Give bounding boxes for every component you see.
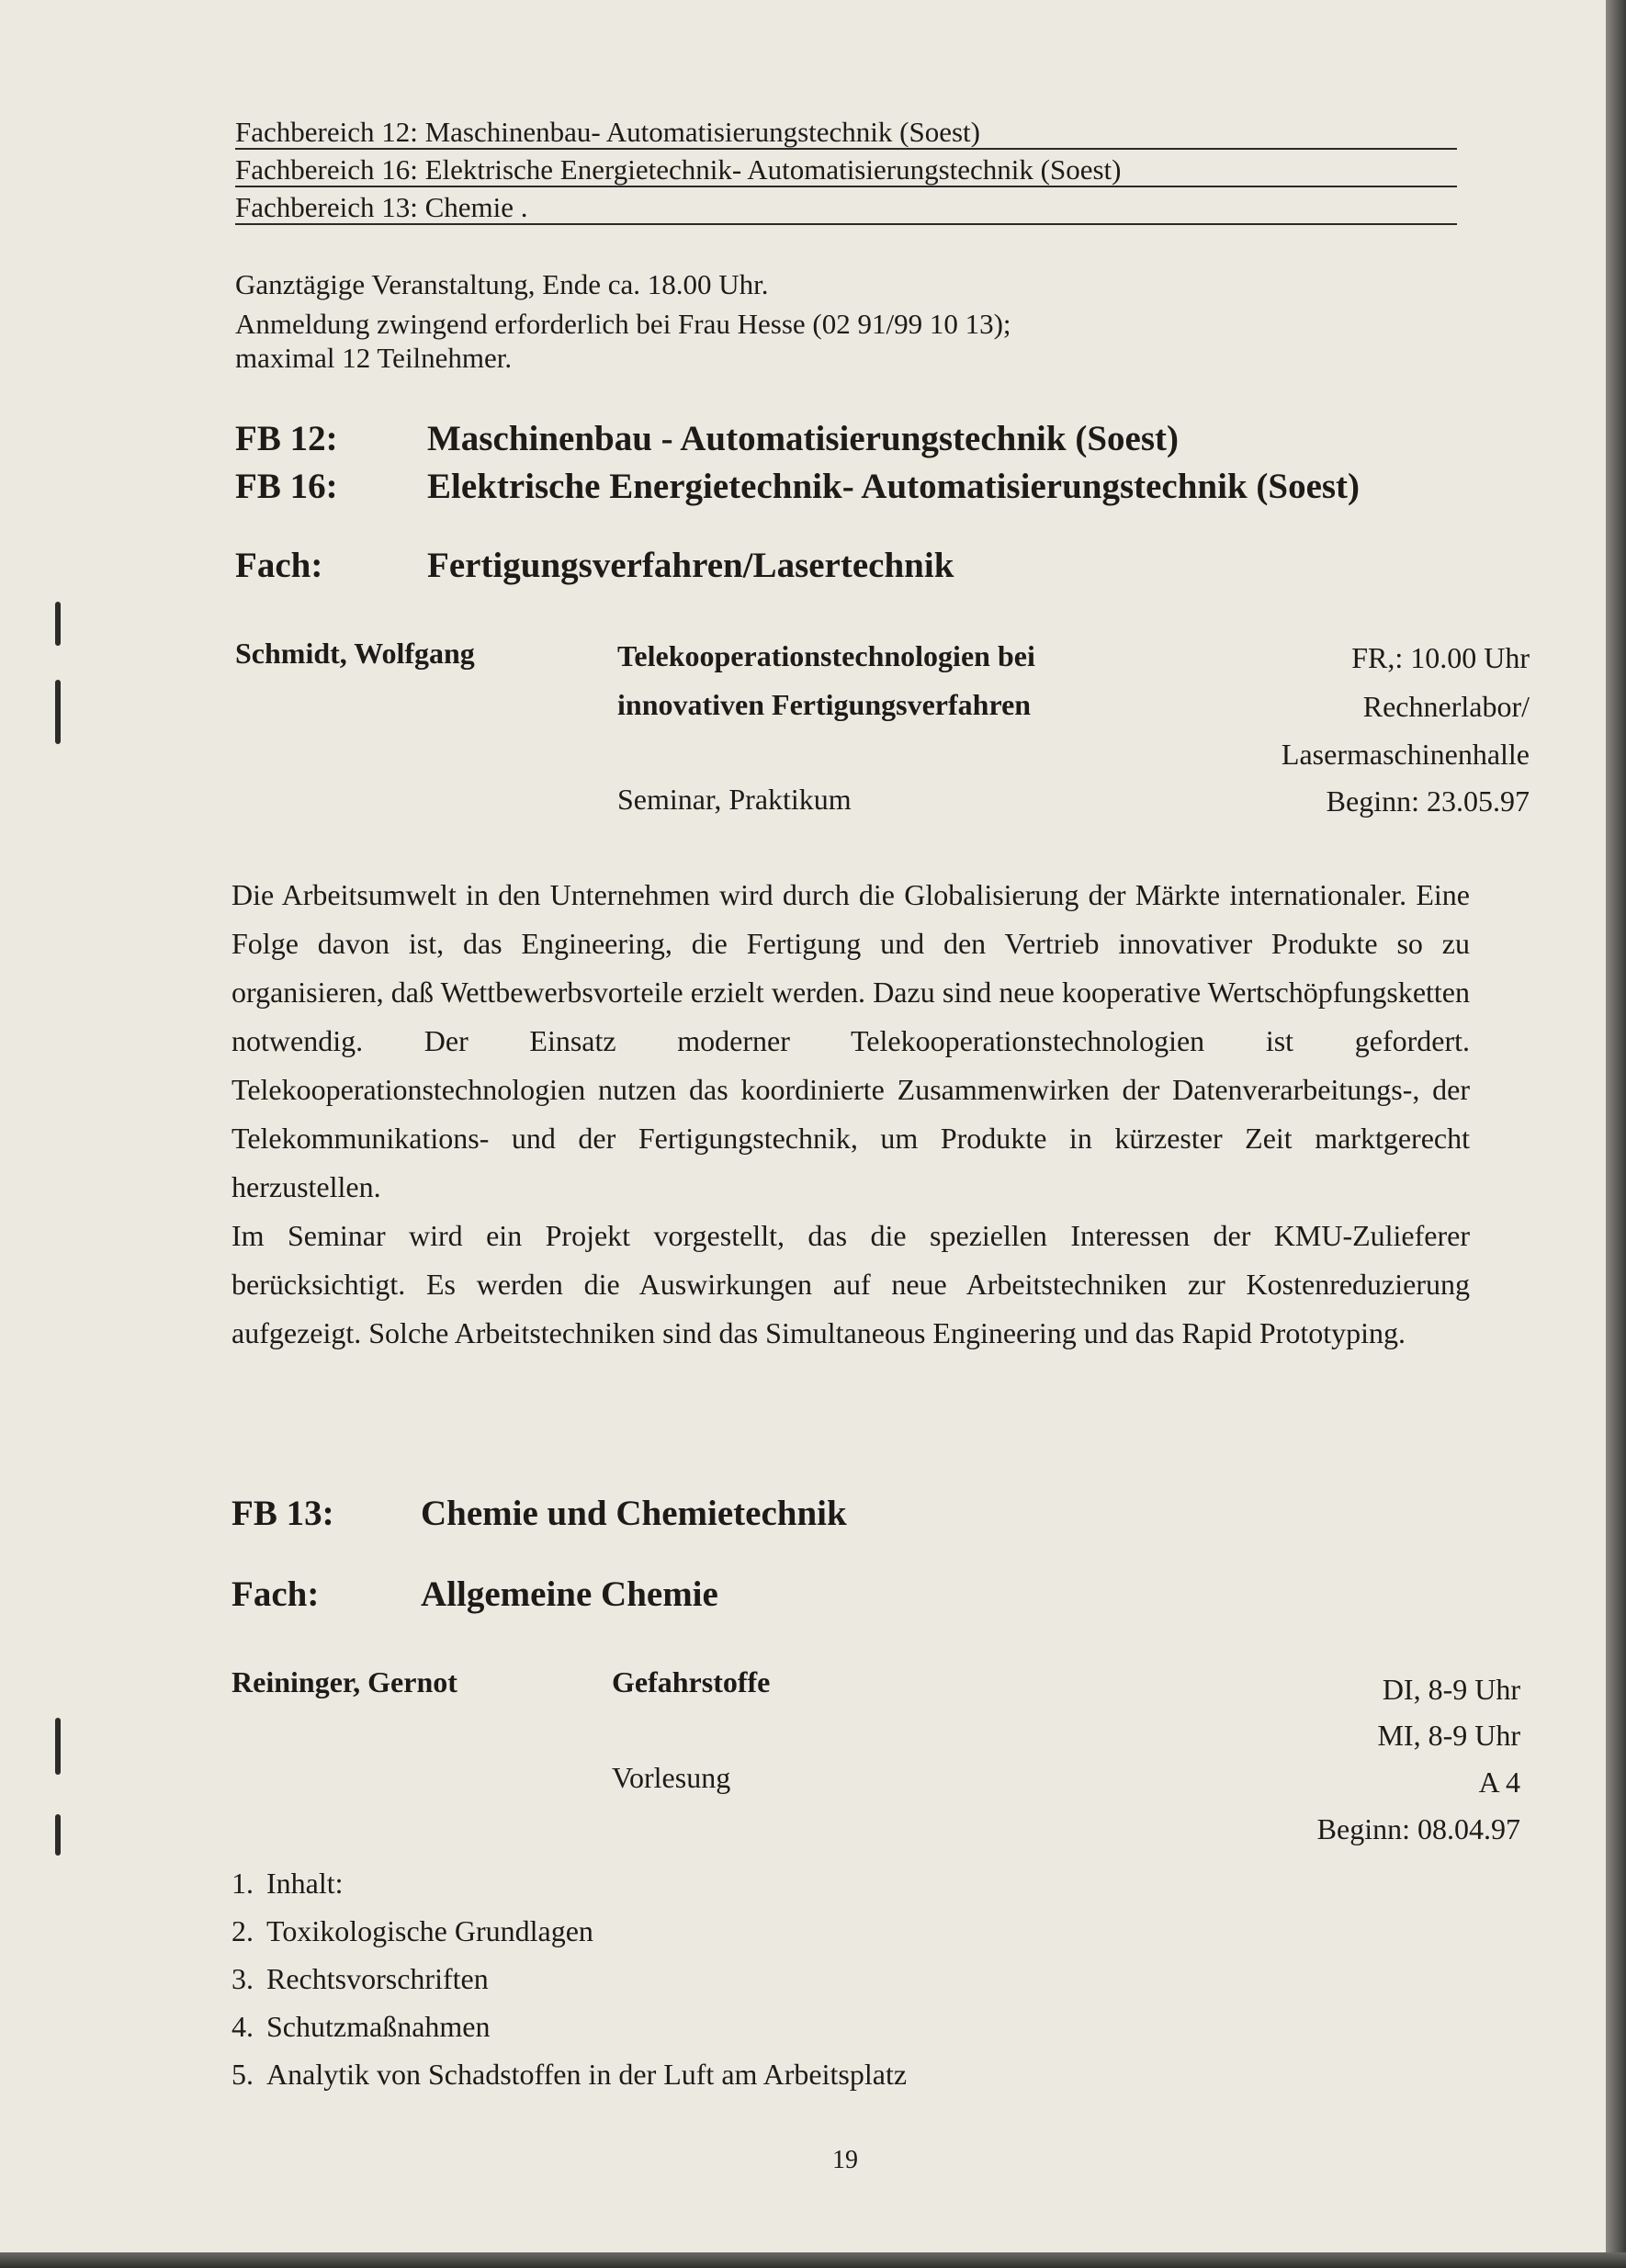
intro-line-2: Anmeldung zwingend erforderlich bei Frau Hesse (02 91/99 10 13); [235,308,1011,340]
lecturer-1: Schmidt, Wolfgang [235,637,475,670]
lecturer-2: Reininger, Gernot [231,1665,457,1698]
list-item: 2. Toxikologische Grundlagen [231,1914,593,1947]
topic-list [231,1859,1426,2098]
page-bottom-shadow [0,2252,1626,2268]
fb13-code: FB 13: [231,1494,334,1533]
course-time-1: FR,: 10.00 Uhr [1351,641,1530,674]
intro-line-1: Ganztägige Veranstaltung, Ende ca. 18.00 Uhr. [235,268,769,300]
punch-mark [55,1718,61,1775]
header-line-fb16: Fachbereich 16: Elektrische Energietechnik- Automatisierungstechnik (Soest) [235,154,1457,187]
header-line-fb13: Fachbereich 13: Chemie . [235,192,1457,225]
list-item: 3. Rechtsvorschriften [231,1962,489,1995]
list-item: 4. Schutzmaßnahmen [231,2010,491,2043]
course-type-2: Vorlesung [612,1761,731,1794]
course-room-1-line2: Lasermaschinenhalle [1281,738,1530,771]
fach-label-1: Fach: [235,546,323,585]
fb13-name: Chemie und Chemietechnik [421,1494,847,1533]
course-description-1 [231,871,1470,1358]
list-item: 1. Inhalt: [231,1867,344,1900]
punch-mark [55,602,61,646]
page-edge-shadow [1606,0,1626,2268]
course-time-2b: MI, 8-9 Uhr [1377,1719,1520,1752]
course-room-2: A 4 [1478,1766,1520,1799]
course-start-2: Beginn: 08.04.97 [1316,1812,1520,1845]
course-start-1: Beginn: 23.05.97 [1326,784,1530,818]
course-title-2: Gefahrstoffe [612,1665,771,1698]
course-title-1-line2: innovativen Fertigungsverfahren [617,688,1032,721]
punch-mark [55,1814,61,1856]
fach-label-2: Fach: [231,1574,320,1614]
header-line-fb12: Fachbereich 12: Maschinenbau- Automatisierungstechnik (Soest) [235,117,1457,150]
fb16-name: Elektrische Energietechnik- Automatisierungstechnik (Soest) [427,467,1361,506]
fb12-name: Maschinenbau - Automatisierungstechnik (Soest) [427,419,1179,458]
paragraph-1: Die Arbeitsumwelt in den Unternehmen wird durch die Globalisierung der Märkte internationaler. Eine Folge davon ist, das Engineering, die Fertigung und den Vertrieb innovativer Produkte so zu organisieren, daß Wettbewerbsvorteile erzielt werden. Dazu sind neue kooperative Wertschöpfungsketten notwendig. Der Einsatz moderner Telekooperationstechnologien ist gefordert. Telekooperationstechnologien nutzen das koordinierte Zusammenwirken der Datenverarbeitungs-, der Telekommunikations- und der Fertigungstechnik, um Produkte in kürzester Zeit marktgerecht herzustellen. [231,878,1470,1203]
course-title-1-line1: Telekooperationstechnologien bei [617,639,1035,672]
page-number: 19 [832,2146,858,2174]
intro-line-3: maximal 12 Teilnehmer. [235,342,513,374]
fb12-code: FB 12: [235,419,338,458]
fach-value-1: Fertigungsverfahren/Lasertechnik [427,546,954,585]
fach-value-2: Allgemeine Chemie [421,1574,718,1614]
punch-mark [55,680,61,744]
list-item: 5. Analytik von Schadstoffen in der Luft am Arbeitsplatz [231,2058,908,2091]
fb16-code: FB 16: [235,467,338,506]
course-time-2a: DI, 8-9 Uhr [1382,1673,1520,1706]
course-type-1: Seminar, Praktikum [617,783,852,816]
course-room-1-line1: Rechnerlabor/ [1362,690,1530,723]
paragraph-2: Im Seminar wird ein Projekt vorgestellt, das die speziellen Interessen der KMU-Zulieferer berücksichtigt. Es werden die Auswirkungen auf neue Arbeitstechniken zur Kostenreduzierung aufgezeigt. Solche Arbeitstechniken sind das Simultaneous Engineering und das Rapid Prototyping. [231,1219,1470,1349]
